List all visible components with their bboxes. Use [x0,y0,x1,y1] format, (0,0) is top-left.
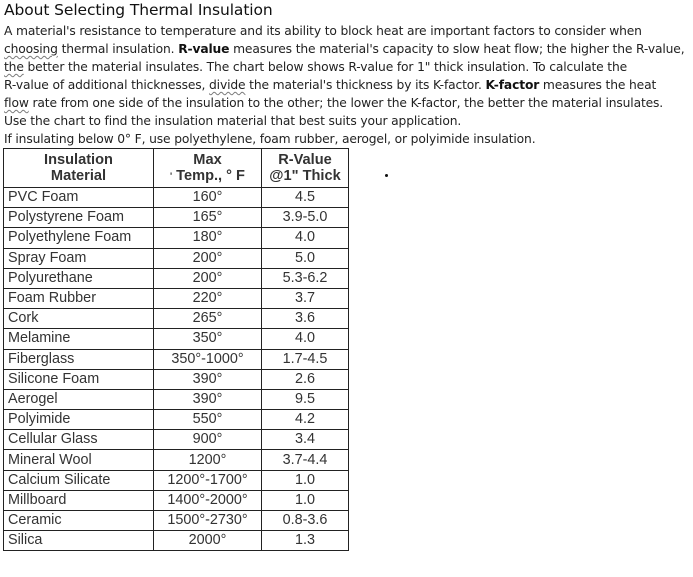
table-body [4,188,349,551]
bold-term-k-factor: K-factor [485,78,540,92]
table-row [4,410,349,430]
stray-dot-mark [385,174,388,177]
material-cell: Foam Rubber [4,288,154,308]
max-temp-cell: 550° [154,410,262,430]
r-value-cell: 4.0 [262,329,349,349]
max-temp-cell: 1400°-2000° [154,490,262,510]
insulation-table [3,148,349,551]
r-value-cell: 1.3 [262,531,349,551]
text-run: Use the chart to find the insulation material that best suits your application. [4,114,462,128]
text-run: measures the material's capacity to slow heat flow; the higher the R-value, [229,42,685,56]
r-value-cell: 5.0 [262,248,349,268]
table-row [4,329,349,349]
r-value-cell: 3.7-4.4 [262,450,349,470]
table-header-row [4,149,349,188]
paragraph-line-4 [4,76,690,94]
header-line: Insulation [44,152,113,168]
max-temp-cell: 1500°-2730° [154,511,262,531]
max-temp-cell: 200° [154,248,262,268]
material-cell: Cellular Glass [4,430,154,450]
table-row [4,228,349,248]
paragraph-line-7 [4,130,690,148]
max-temp-cell: 160° [154,188,262,208]
max-temp-cell: 1200° [154,450,262,470]
table-row [4,248,349,268]
text-run: If insulating below 0° F, use polyethylene, foam rubber, aerogel, or polyimide insulation. [4,132,536,146]
text-run: R-value of additional thicknesses, [4,78,210,92]
header-line: Max [193,152,222,168]
material-cell: Melamine [4,329,154,349]
table-row [4,531,349,551]
material-cell: Polystyrene Foam [4,208,154,228]
text-run: the material's thickness by its K-factor. [245,78,486,92]
material-cell: Mineral Wool [4,450,154,470]
material-cell: Silica [4,531,154,551]
max-temp-cell: 220° [154,288,262,308]
table-row [4,470,349,490]
material-cell: Fiberglass [4,349,154,369]
paragraph-line-6 [4,112,690,130]
text-run: A material's resistance to temperature and its ability to block heat are important factors to consider when [4,24,642,38]
max-temp-cell: 165° [154,208,262,228]
r-value-cell: 3.6 [262,309,349,329]
r-value-cell: 9.5 [262,389,349,409]
max-temp-cell: 900° [154,430,262,450]
r-value-cell: 5.3-6.2 [262,268,349,288]
header-line: Material [50,168,107,184]
table-row [4,349,349,369]
bold-term-r-value: R-value [178,42,230,56]
max-temp-cell: 200° [154,268,262,288]
r-value-cell: 2.6 [262,369,349,389]
max-temp-cell: 350°-1000° [154,349,262,369]
table-row [4,511,349,531]
material-cell: Spray Foam [4,248,154,268]
material-cell: Polyimide [4,410,154,430]
table-row [4,188,349,208]
spellcheck-flagged-word[interactable]: the [4,60,24,74]
material-cell: Calcium Silicate [4,470,154,490]
table-row [4,268,349,288]
r-value-cell: 3.4 [262,430,349,450]
material-cell: Aerogel [4,389,154,409]
text-run: thermal insulation. [57,42,179,56]
header-line: R-Value [278,152,332,168]
max-temp-cell: 2000° [154,531,262,551]
paragraph-line-1 [4,22,690,40]
r-value-cell: 4.5 [262,188,349,208]
document-title: About Selecting Thermal Insulation [4,1,273,19]
header-line: Temp., ° F [176,168,245,184]
max-temp-cell: 265° [154,309,262,329]
max-temp-cell: 390° [154,369,262,389]
material-cell: Cork [4,309,154,329]
material-cell: Polyurethane [4,268,154,288]
paragraph-line-3 [4,58,690,76]
r-value-cell: 0.8-3.6 [262,511,349,531]
header-r-value [262,149,349,188]
table-row [4,389,349,409]
table-row [4,369,349,389]
table-row [4,490,349,510]
text-run: rate from one side of the insulation to the other; the lower the K-factor, the better the material insulates. [28,96,664,110]
stray-mark: ' [170,171,173,181]
header-material [4,149,154,188]
material-cell: Ceramic [4,511,154,531]
table-row [4,430,349,450]
r-value-cell: 1.0 [262,470,349,490]
table-row [4,208,349,228]
r-value-cell: 3.7 [262,288,349,308]
r-value-cell: 1.0 [262,490,349,510]
header-max-temp [154,149,262,188]
material-cell: Silicone Foam [4,369,154,389]
r-value-cell: 1.7-4.5 [262,349,349,369]
table-row [4,288,349,308]
r-value-cell: 4.2 [262,410,349,430]
text-run: measures the heat [539,78,657,92]
text-run: better the material insulates. The chart below shows R-value for 1" thick insulation. To calculate the [23,60,628,74]
spellcheck-flagged-word[interactable]: choosing [4,42,58,56]
spellcheck-flagged-word[interactable]: flow [4,96,29,110]
material-cell: Millboard [4,490,154,510]
r-value-cell: 3.9-5.0 [262,208,349,228]
r-value-cell: 4.0 [262,228,349,248]
max-temp-cell: 180° [154,228,262,248]
paragraph-line-2 [4,40,690,58]
intro-paragraph [4,22,690,148]
material-cell: Polyethylene Foam [4,228,154,248]
max-temp-cell: 350° [154,329,262,349]
spellcheck-flagged-word[interactable]: divide [209,78,246,92]
max-temp-cell: 1200°-1700° [154,470,262,490]
max-temp-cell: 390° [154,389,262,409]
table-row [4,309,349,329]
table-row [4,450,349,470]
header-line: @1" Thick [269,168,341,184]
material-cell: PVC Foam [4,188,154,208]
paragraph-line-5 [4,94,690,112]
